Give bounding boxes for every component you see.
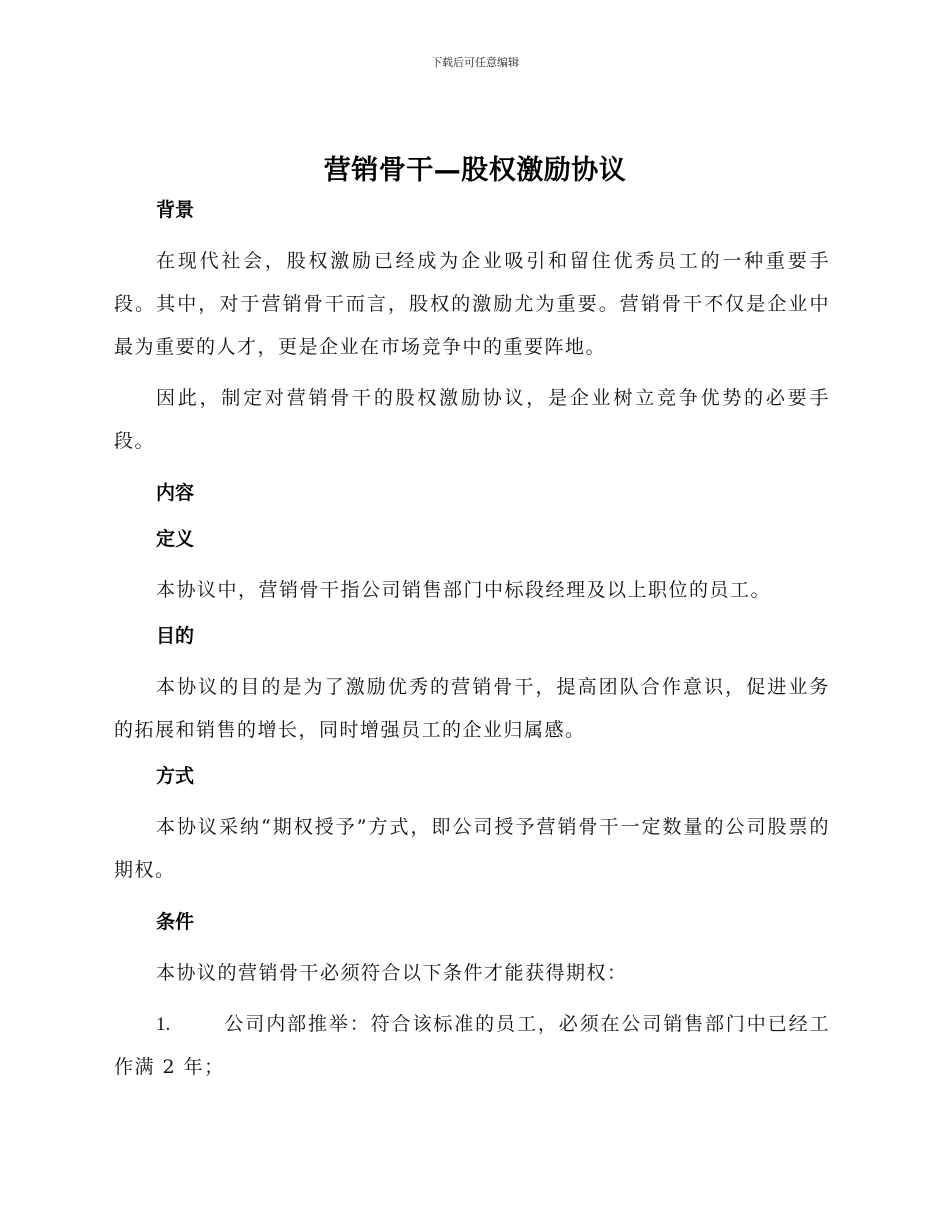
purpose-paragraph: 本协议的目的是为了激励优秀的营销骨干，提高团队合作意识，促进业务的拓展和销售的增长，同时增强员工的企业归属感。 bbox=[114, 676, 830, 741]
method-paragraph: 本协议采纳“期权授予”方式，即公司授予营销骨干一定数量的公司股票的期权。 bbox=[114, 816, 830, 881]
background-paragraph-2: 因此，制定对营销骨干的股权激励协议，是企业树立竞争优势的必要手段。 bbox=[114, 387, 830, 452]
background-paragraph-1: 在现代社会，股权激励已经成为企业吸引和留住优秀员工的一种重要手段。其中，对于营销骨干而言，股权的激励尤为重要。营销骨干不仅是企业中最为重要的人才，更是企业在市场竞争中的重要阵地。 bbox=[114, 250, 830, 358]
list-item-number: 1. bbox=[156, 1014, 171, 1035]
document-title: 营销骨干—股权激励协议 bbox=[323, 155, 627, 186]
conditions-paragraph: 本协议的营销骨干必须符合以下条件才能获得期权： bbox=[156, 962, 628, 984]
section-heading-method: 方式 bbox=[156, 765, 195, 787]
header-note: 下载后可任意编辑 bbox=[431, 56, 519, 69]
section-heading-definition: 定义 bbox=[156, 528, 195, 550]
list-item-text: 公司内部推举：符合该标准的员工，必须在公司销售部门中已经工作满 2 年； bbox=[114, 1013, 830, 1078]
section-heading-content: 内容 bbox=[156, 482, 195, 504]
document-body bbox=[114, 194, 830, 1089]
conditions-list-item bbox=[114, 1003, 830, 1089]
section-heading-conditions: 条件 bbox=[156, 911, 195, 933]
definition-paragraph: 本协议中，营销骨干指公司销售部门中标段经理及以上职位的员工。 bbox=[156, 579, 772, 601]
section-heading-purpose: 目的 bbox=[156, 625, 195, 647]
section-heading-background: 背景 bbox=[156, 199, 195, 221]
